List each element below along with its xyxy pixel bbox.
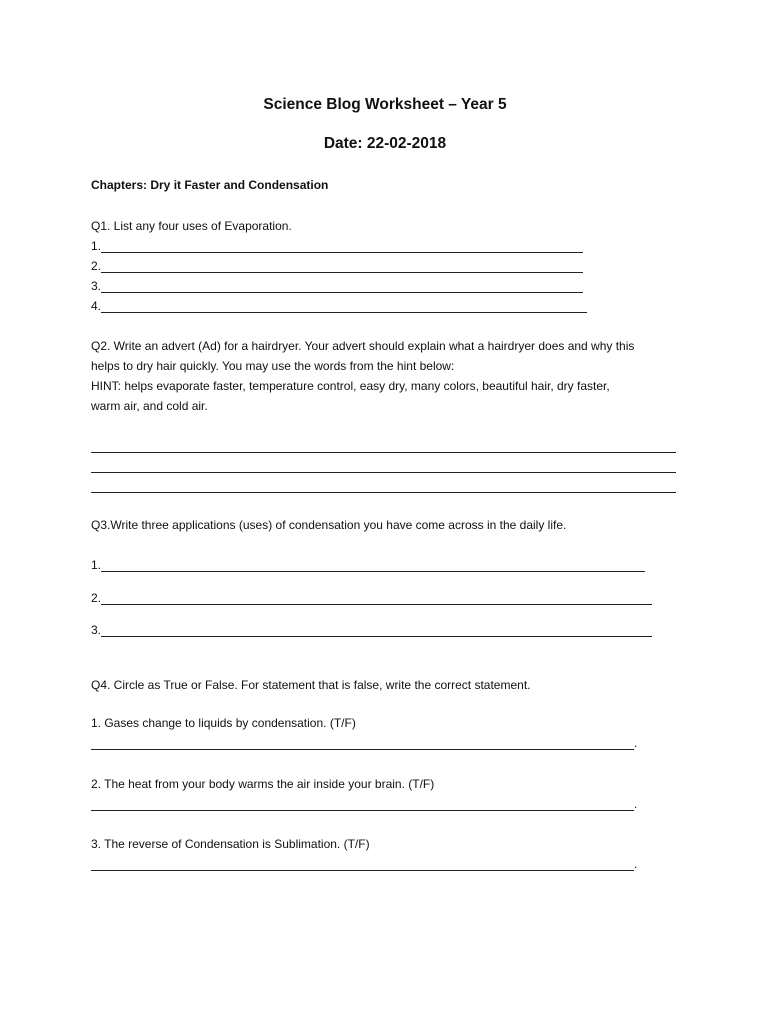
chapters-heading: Chapters: Dry it Faster and Condensation — [91, 178, 329, 192]
q1-answer-line[interactable] — [101, 241, 583, 253]
q1-item-number: 4. — [91, 299, 102, 313]
q4-statement: 3. The reverse of Condensation is Sublimation. (T/F) — [91, 837, 370, 851]
q4-correction-row — [91, 857, 637, 871]
q1-answer-line[interactable] — [101, 281, 583, 293]
q2-answer-line[interactable] — [91, 492, 676, 493]
q4-end-mark: . — [634, 797, 638, 811]
q3-answer-line[interactable] — [101, 625, 652, 637]
q1-prompt: Q1. List any four uses of Evaporation. — [91, 219, 292, 233]
q4-prompt: Q4. Circle as True or False. For statement that is false, write the correct statement. — [91, 678, 531, 692]
q4-statement: 1. Gases change to liquids by condensation. (T/F) — [91, 716, 356, 730]
worksheet-title: Science Blog Worksheet – Year 5 — [263, 96, 507, 113]
q3-answer-line[interactable] — [101, 560, 645, 572]
q3-answer-row — [91, 591, 652, 605]
q3-answer-line[interactable] — [101, 593, 652, 605]
q2-answer-line[interactable] — [91, 452, 676, 453]
q4-end-mark: . — [634, 857, 638, 871]
q1-answer-row — [91, 239, 583, 253]
q1-answer-line[interactable] — [101, 301, 587, 313]
q2-hint-line: HINT: helps evaporate faster, temperature control, easy dry, many colors, beautiful hair, dry faster, — [91, 379, 610, 393]
q3-answer-row — [91, 558, 645, 572]
q3-item-number: 3. — [91, 623, 102, 637]
q2-answer-line[interactable] — [91, 472, 676, 473]
q3-item-number: 1. — [91, 558, 102, 572]
q1-answer-row — [91, 299, 587, 313]
q3-prompt: Q3.Write three applications (uses) of condensation you have come across in the daily life. — [91, 518, 567, 532]
q4-end-mark: . — [634, 736, 638, 750]
q1-answer-row — [91, 259, 583, 273]
q1-item-number: 2. — [91, 259, 102, 273]
q4-statement: 2. The heat from your body warms the air inside your brain. (T/F) — [91, 777, 435, 791]
q2-hint-line: warm air, and cold air. — [91, 399, 208, 413]
q1-item-number: 1. — [91, 239, 102, 253]
q4-correction-row — [91, 797, 637, 811]
q1-answer-row — [91, 279, 583, 293]
q4-correction-row — [91, 736, 637, 750]
q1-answer-line[interactable] — [101, 261, 583, 273]
q1-item-number: 3. — [91, 279, 102, 293]
worksheet-date: Date: 22-02-2018 — [323, 135, 447, 152]
q3-item-number: 2. — [91, 591, 102, 605]
q2-prompt — [91, 336, 691, 416]
q4-correction-line[interactable] — [91, 738, 634, 750]
q3-answer-row — [91, 623, 652, 637]
q2-prompt-line: helps to dry hair quickly. You may use the words from the hint below: — [91, 359, 455, 373]
q4-correction-line[interactable] — [91, 859, 634, 871]
q2-prompt-line: Q2. Write an advert (Ad) for a hairdryer. Your advert should explain what a hairdryer does and why this — [91, 339, 635, 353]
q4-correction-line[interactable] — [91, 799, 634, 811]
